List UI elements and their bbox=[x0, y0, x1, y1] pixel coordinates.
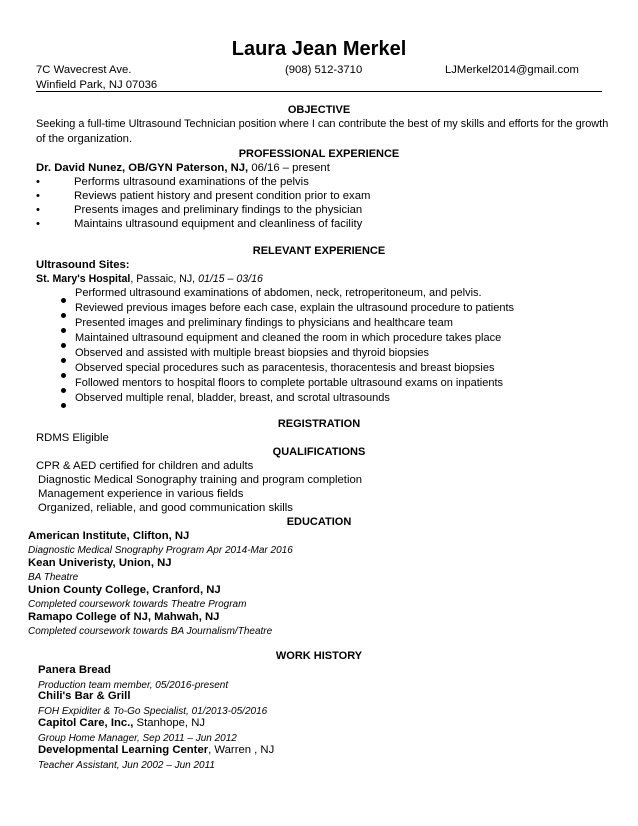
job-detail: Group Home Manager, Sep 2011 – Jun 2012 bbox=[38, 733, 237, 744]
professional-bullet: Maintains ultrasound equipment and cleanliness of facility bbox=[74, 218, 363, 230]
relevant-bullet: Presented images and preliminary findings to physicians and healthcare team bbox=[75, 317, 453, 329]
email-address: LJMerkel2014@gmail.com bbox=[445, 64, 579, 76]
qualification-item: Management experience in various fields bbox=[38, 488, 244, 500]
phone-number: (908) 512-3710 bbox=[285, 64, 363, 76]
relevant-bullet: Observed and assisted with multiple breast biopsies and thyroid biopsies bbox=[75, 347, 430, 359]
job-employer: Capitol Care, Inc., bbox=[38, 717, 134, 729]
job-detail: FOH Expiditer & To-Go Specialist, 01/2013-05/2016 bbox=[38, 706, 268, 717]
job-employer: Chili's Bar & Grill bbox=[38, 690, 131, 702]
school-detail: Completed coursework towards Theatre Program bbox=[28, 599, 247, 610]
school-name: Ramapo College of NJ, Mahwah, NJ bbox=[28, 611, 220, 623]
relevant-bullet: Observed special procedures such as paracentesis, thoracentesis and breast biopsies bbox=[75, 362, 495, 374]
job-employer-line bbox=[38, 664, 111, 676]
address-line-1: 7C Wavecrest Ave. bbox=[36, 64, 132, 76]
site-line bbox=[36, 273, 263, 285]
professional-bullet: Reviews patient history and present condition prior to exam bbox=[74, 190, 371, 202]
qualification-item: Organized, reliable, and good communication skills bbox=[38, 502, 293, 514]
relevant-bullet: Maintained ultrasound equipment and cleaned the room in which procedure takes place bbox=[75, 332, 502, 344]
header-divider bbox=[36, 91, 602, 92]
job-location: , Warren , NJ bbox=[208, 744, 275, 756]
qualification-item: Diagnostic Medical Sonography training and program completion bbox=[38, 474, 363, 486]
registration-heading: REGISTRATION bbox=[277, 418, 361, 430]
relevant-bullet: Reviewed previous images before each case, explain the ultrasound procedure to patients bbox=[75, 302, 515, 314]
professional-dates: 06/16 – present bbox=[248, 162, 330, 174]
professional-bullet: Performs ultrasound examinations of the pelvis bbox=[74, 176, 309, 188]
job-location: Stanhope, NJ bbox=[133, 717, 206, 729]
job-employer: Developmental Learning Center bbox=[38, 744, 209, 756]
relevant-heading: RELEVANT EXPERIENCE bbox=[252, 245, 386, 257]
site-name: St. Mary's Hospital bbox=[36, 273, 131, 285]
school-name: American Institute, Clifton, NJ bbox=[28, 530, 190, 542]
bullet-icon: • bbox=[36, 218, 40, 230]
qualification-item: CPR & AED certified for children and adults bbox=[36, 460, 254, 472]
registration-text: RDMS Eligible bbox=[36, 432, 109, 444]
professional-employer-line bbox=[36, 162, 330, 174]
job-detail: Teacher Assistant, Jun 2002 – Jun 2011 bbox=[38, 760, 215, 771]
relevant-bullet: Followed mentors to hospital floors to complete portable ultrasound exams on inpatients bbox=[75, 377, 504, 389]
bullet-icon: • bbox=[36, 204, 40, 216]
job-employer: Panera Bread bbox=[38, 664, 111, 676]
school-name: Kean Univeristy, Union, NJ bbox=[28, 557, 172, 569]
site-dates: 01/15 – 03/16 bbox=[198, 273, 263, 285]
work-heading: WORK HISTORY bbox=[275, 650, 363, 662]
job-employer-line bbox=[38, 717, 205, 729]
professional-employer: Dr. David Nunez, OB/GYN Paterson, NJ, bbox=[36, 162, 249, 174]
professional-heading: PROFESSIONAL EXPERIENCE bbox=[238, 148, 400, 160]
school-detail: Completed coursework towards BA Journalism/Theatre bbox=[28, 626, 273, 637]
education-heading: EDUCATION bbox=[286, 516, 352, 528]
bullet-icon: • bbox=[36, 176, 40, 188]
school-detail: Diagnostic Medical Snography Program Apr 2014-Mar 2016 bbox=[28, 545, 293, 556]
school-detail: BA Theatre bbox=[28, 572, 79, 583]
job-employer-line bbox=[38, 744, 274, 756]
job-detail: Production team member, 05/2016-present bbox=[38, 680, 229, 691]
school-name: Union County College, Cranford, NJ bbox=[28, 584, 221, 596]
address-line-2: Winfield Park, NJ 07036 bbox=[36, 79, 158, 91]
objective-line-2: of the organization. bbox=[36, 133, 133, 145]
ultrasound-sites-heading: Ultrasound Sites: bbox=[36, 259, 130, 271]
objective-line-1: Seeking a full-time Ultrasound Technician position where I can contribute the best of my skills and efforts for the growth bbox=[36, 118, 609, 130]
bullet-icon: • bbox=[36, 190, 40, 202]
candidate-name: Laura Jean Merkel bbox=[231, 38, 407, 60]
job-employer-line bbox=[38, 690, 130, 702]
qualifications-heading: QUALIFICATIONS bbox=[272, 446, 366, 458]
objective-heading: OBJECTIVE bbox=[287, 104, 351, 116]
relevant-bullet: Performed ultrasound examinations of abdomen, neck, retroperitoneum, and pelvis. bbox=[75, 287, 482, 299]
professional-bullet: Presents images and preliminary findings to the physician bbox=[74, 204, 363, 216]
bullet-icon bbox=[61, 397, 66, 415]
relevant-bullet: Observed multiple renal, bladder, breast, and scrotal ultrasounds bbox=[75, 392, 390, 404]
site-location: , Passaic, NJ, bbox=[130, 273, 199, 285]
